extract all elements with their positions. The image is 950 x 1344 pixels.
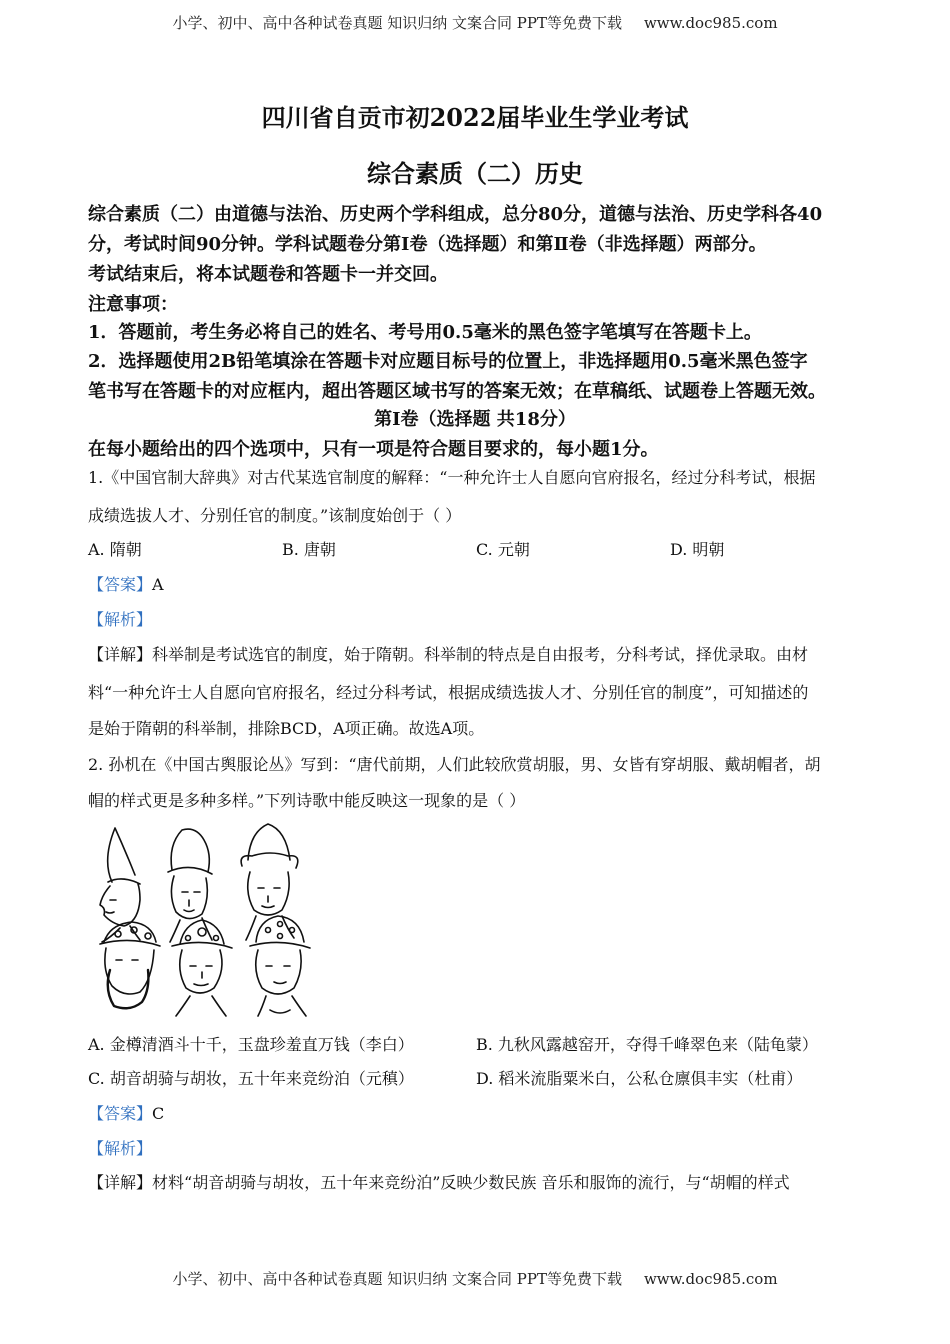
q2-answer — [88, 1101, 164, 1124]
intro-line: 考试结束后，将本试题卷和答题卡一并交回。 — [88, 264, 448, 285]
q2-option-c[interactable]: C. 胡音胡骑与胡妆，五十年来竞纷泊（元稹） — [88, 1069, 414, 1088]
intro-line: 分，考试时间90分钟。学科试题卷分第Ⅰ卷（选择题）和第Ⅱ卷（非选择题）两部分。 — [88, 234, 767, 255]
q2-detail — [88, 1170, 790, 1193]
answer-value: A — [152, 575, 164, 594]
q1-option-a[interactable]: A. 隋朝 — [88, 540, 142, 559]
q1-detail-line: 是始于隋朝的科举制，排除BCD，A项正确。故选A项。 — [88, 719, 485, 738]
footer-site[interactable]: www.doc985.com — [643, 1270, 778, 1288]
hu-hat-figures-illustration — [90, 820, 330, 1020]
q1-option-c[interactable]: C. 元朝 — [476, 540, 530, 559]
q1-detail-line: 料“一种允许士人自愿向官府报名，经过分科考试，根据成绩选拔人才、分别任官的制度”，可知描述的 — [88, 683, 809, 702]
answer-label: 【答案】 — [88, 1104, 153, 1123]
figure-rolled-brim-hat — [241, 824, 298, 940]
q1-answer — [88, 572, 164, 595]
page-title: 四川省自贡市初2022届毕业生学业考试 — [261, 103, 689, 132]
detail-label: 【详解】 — [88, 1173, 153, 1192]
q1-option-b[interactable]: B. 唐朝 — [282, 540, 336, 559]
page-header — [0, 12, 950, 33]
detail-text: 材料“胡音胡骑与胡妆，五十年来竞纷泊”反映少数民族 音乐和服饰的流行，与“胡帽的样式 — [152, 1173, 790, 1192]
answer-label: 【答案】 — [88, 575, 153, 594]
intro-line: 综合素质（二）由道德与法治、历史两个学科组成，总分80分，道德与法治、历史学科各40 — [88, 204, 823, 225]
notice-heading: 注意事项： — [88, 294, 178, 315]
q2-stem: 2. 孙机在《中国古舆服论丛》写到：“唐代前期，人们此较欣赏胡服，男、女皆有穿胡服、戴胡帽者，胡 — [88, 755, 821, 774]
q1-option-d[interactable]: D. 明朝 — [670, 540, 725, 559]
q2-stem: 帽的样式更是多种多样。”下列诗歌中能反映这一现象的是（ ） — [88, 791, 526, 810]
page-subtitle: 综合素质（二）历史 — [367, 159, 583, 188]
section-instruction: 在每小题给出的四个选项中，只有一项是符合题目要求的，每小题1分。 — [88, 439, 659, 460]
q2-analysis-label: 【解析】 — [88, 1139, 153, 1158]
notice-item: 笔书写在答题卡的对应框内，超出答题区域书写的答案无效；在草稿纸、试题卷上答题无效。 — [88, 381, 826, 402]
q2-option-d[interactable]: D. 稻米流脂粟米白，公私仓廪俱丰实（杜甫） — [476, 1069, 803, 1088]
figure-round-patterned-hat — [172, 920, 232, 1016]
figure-bearded-patterned-hat — [100, 922, 160, 1008]
notice-item: 2．选择题使用2B铅笔填涂在答题卡对应题目标号的位置上，非选择题用0.5毫米黑色签字 — [88, 351, 808, 372]
footer-text: 小学、初中、高中各种试卷真题 知识归纳 文案合同 PPT等免费下载 — [172, 1270, 622, 1288]
notice-item: 1．答题前，考生务必将自己的姓名、考号用0.5毫米的黑色签字笔填写在答题卡上。 — [88, 322, 762, 343]
section-title: 第Ⅰ卷（选择题 共18分） — [374, 409, 576, 430]
page-footer — [0, 1268, 950, 1289]
figure-woman-patterned-hat — [250, 916, 310, 1016]
q2-option-b[interactable]: B. 九秋风露越窑开，夺得千峰翠色来（陆龟蒙） — [476, 1035, 818, 1054]
header-site[interactable]: www.doc985.com — [643, 14, 778, 32]
q1-stem: 1.《中国官制大辞典》对古代某选官制度的解释：“一种允许士人自愿向官府报名，经过分科考试，根据 — [88, 468, 816, 487]
detail-label: 【详解】 — [88, 645, 153, 664]
header-text: 小学、初中、高中各种试卷真题 知识归纳 文案合同 PPT等免费下载 — [172, 14, 622, 32]
q2-option-a[interactable]: A. 金樽清酒斗十千，玉盘珍羞直万钱（李白） — [88, 1035, 414, 1054]
answer-value: C — [152, 1104, 165, 1123]
q1-analysis-label: 【解析】 — [88, 610, 153, 629]
q1-stem: 成绩选拔人才、分别任官的制度。”该制度始创于（ ） — [88, 506, 462, 525]
detail-text: 科举制是考试选官的制度，始于隋朝。科举制的特点是自由报考，分科考试，择优录取。由材 — [152, 645, 809, 664]
q1-detail — [88, 642, 808, 665]
